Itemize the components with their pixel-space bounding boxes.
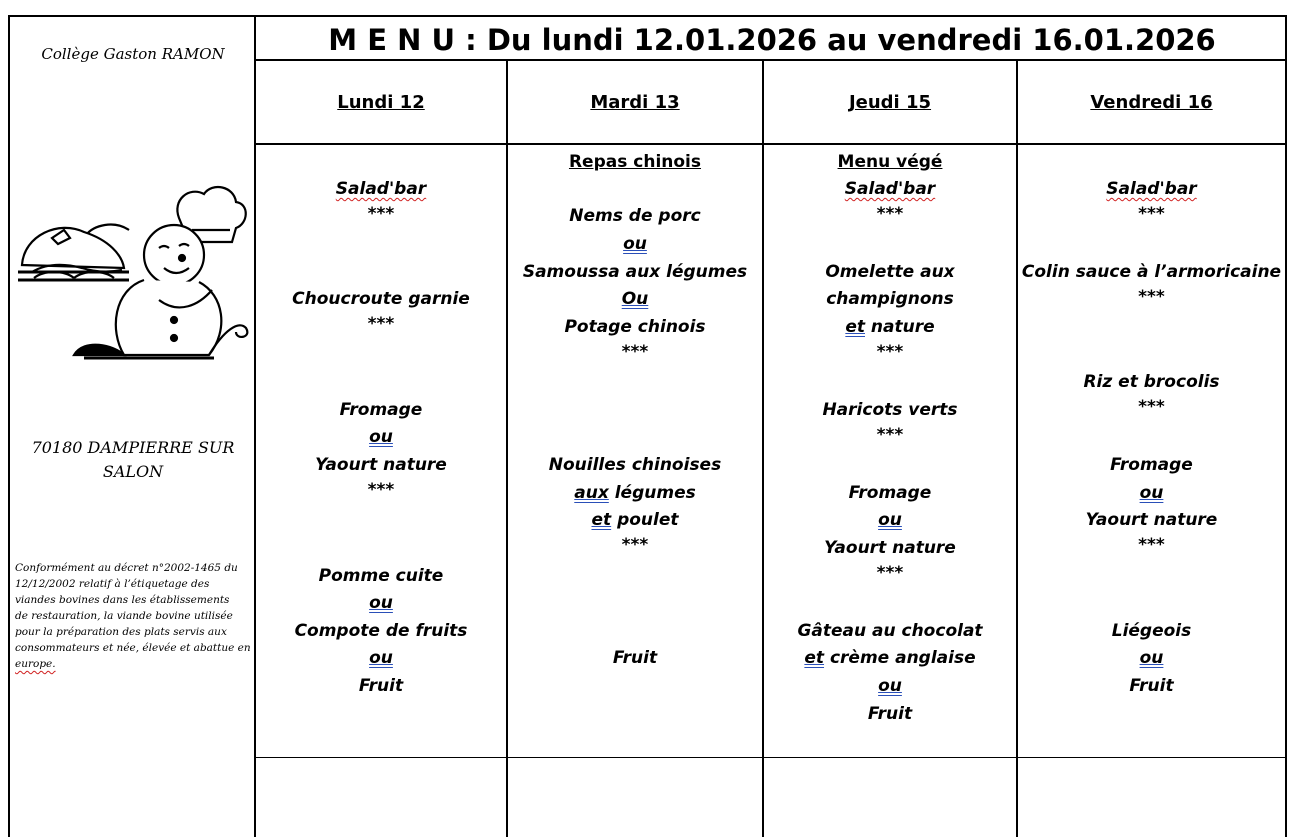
menu-item: Nouilles chinoises [548, 455, 722, 475]
menu-item: Salad'bar [1106, 179, 1197, 199]
menu-title: M E N U : Du lundi 12.01.2026 au vendredi 16.01.2026 [328, 23, 1216, 57]
menu-separator: *** [621, 342, 649, 362]
menu-item: et crème anglaise [804, 648, 976, 668]
menu-conjunction: ou [369, 593, 393, 613]
menu-item: Fruit [867, 704, 913, 724]
border-top [8, 15, 1286, 17]
legal-line: pour la préparation des plats servis aux [15, 626, 227, 638]
menu-separator: *** [1138, 397, 1165, 417]
menu-item: Potage chinois [564, 317, 706, 337]
menu-conjunction: ou [878, 510, 902, 530]
chef-logo [14, 180, 249, 375]
menu-conjunction: Ou [621, 289, 649, 309]
menu-conjunction: ou [1139, 483, 1164, 503]
menu-item: Gâteau au chocolat [797, 621, 983, 641]
menu-separator: *** [876, 563, 904, 583]
day-header-vendredi: Vendredi 16 [1090, 92, 1213, 113]
menu-item: Yaourt nature [315, 455, 447, 475]
menu-item: Fruit [1129, 676, 1174, 696]
menu-item: Salad'bar [335, 179, 427, 199]
menu-conjunction: ou [1139, 648, 1164, 668]
menu-separator: *** [367, 480, 395, 500]
menu-conjunction: ou [623, 234, 647, 254]
menu-separator: *** [367, 314, 395, 334]
menu-separator: *** [621, 535, 649, 555]
menu-item: et nature [845, 317, 935, 337]
menu-conjunction: ou [878, 676, 902, 696]
menu-item: Riz et brocolis [1083, 372, 1220, 392]
menu-conjunction: ou [369, 648, 393, 668]
border-right [1285, 15, 1287, 837]
menu-item: Colin sauce à l’armoricaine [1021, 262, 1282, 282]
legal-line: consommateurs et née, élevée et abattue en [15, 642, 251, 654]
menu-item: Yaourt nature [1085, 510, 1218, 530]
address-line-1: 70180 DAMPIERRE SUR [31, 438, 235, 457]
menu-item: Choucroute garnie [292, 289, 470, 309]
menu-item: Liégeois [1111, 621, 1192, 641]
menu-item: Fromage [1110, 455, 1193, 475]
divider-col-1 [506, 59, 508, 837]
menu-separator: *** [1138, 287, 1165, 307]
menu-item: Salad'bar [844, 179, 936, 199]
menu-item: Fruit [612, 648, 658, 668]
school-name: Collège Gaston RAMON [41, 45, 225, 63]
menu-separator: *** [876, 342, 904, 362]
menu-separator: *** [876, 204, 904, 224]
legal-line: Conformément au décret n°2002-1465 du [15, 562, 238, 574]
day-header-jeudi: Jeudi 15 [848, 92, 932, 113]
menu-item: Fruit [358, 676, 404, 696]
legal-notice [15, 560, 253, 672]
menu-item: Fromage [848, 483, 932, 503]
border-left [8, 15, 10, 837]
menu-theme: Repas chinois [568, 152, 702, 172]
menu-item: champignons [826, 289, 954, 309]
menu-conjunction: ou [369, 427, 393, 447]
menu-item: Nems de porc [569, 206, 701, 226]
menu-separator: *** [1138, 535, 1165, 555]
legal-line: viandes bovines dans les établissements [15, 594, 230, 606]
legal-line: de restauration, la viande bovine utilisée [15, 610, 233, 622]
menu-theme: Menu végé [837, 152, 943, 172]
menu-item: Pomme cuite [318, 566, 444, 586]
address-line-2: SALON [102, 462, 164, 481]
day-header-mardi: Mardi 13 [590, 92, 680, 113]
menu-separator: *** [876, 425, 904, 445]
menu-item: aux légumes [574, 483, 696, 503]
divider-headers [254, 143, 1286, 145]
legal-line: europe. [15, 658, 56, 670]
legal-line: 12/12/2002 relatif à l’étiquetage des [15, 578, 210, 590]
menu-item: Haricots verts [822, 400, 958, 420]
divider-bottom-row [254, 757, 1286, 758]
menu-item: et poulet [591, 510, 679, 530]
menu-separator: *** [367, 204, 395, 224]
menu-separator: *** [1138, 204, 1165, 224]
day-header-lundi: Lundi 12 [337, 92, 425, 113]
menu-item: Omelette aux [825, 262, 955, 282]
menu-item: Samoussa aux légumes [522, 262, 748, 282]
menu-item: Yaourt nature [824, 538, 956, 558]
menu-item: Compote de fruits [294, 621, 468, 641]
menu-item: Fromage [339, 400, 423, 420]
